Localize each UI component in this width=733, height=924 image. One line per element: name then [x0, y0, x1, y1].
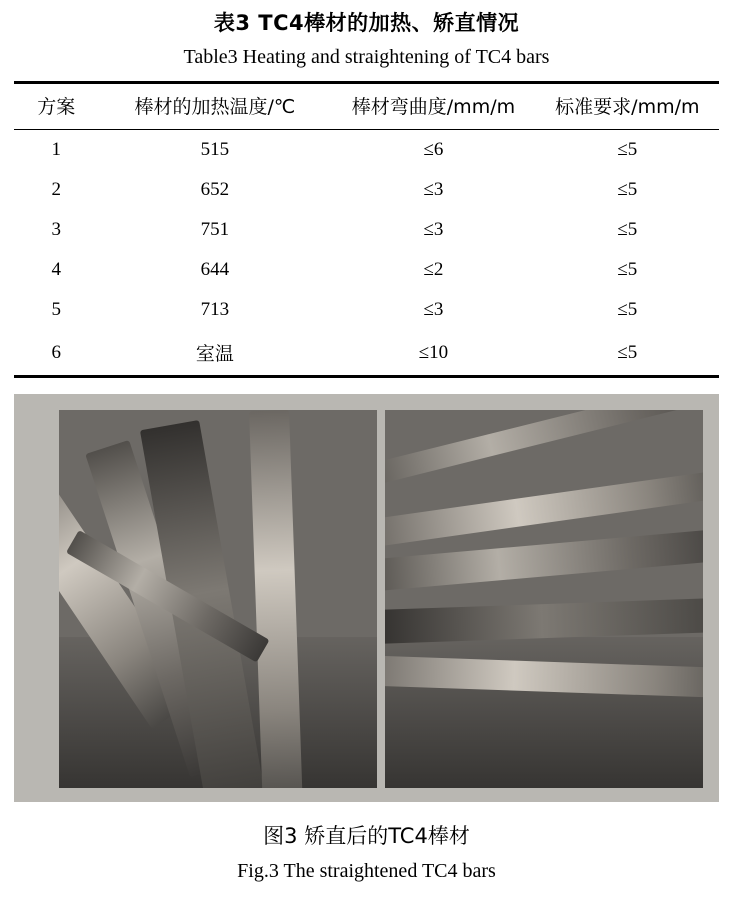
cell-bend: ≤6 — [423, 139, 444, 161]
cell-scheme: 1 — [51, 139, 62, 161]
cell-standard: ≤5 — [617, 219, 638, 241]
figure-image-block — [14, 394, 719, 802]
cell-scheme: 5 — [51, 299, 62, 321]
cell-standard: ≤5 — [617, 179, 638, 201]
table-row — [14, 210, 719, 250]
table-row — [14, 330, 719, 377]
cell-bend: ≤3 — [423, 299, 444, 321]
cell-scheme: 3 — [51, 219, 62, 241]
cell-temperature: 室温 — [195, 343, 234, 366]
figure-caption-chinese: 图3 矫直后的TC4棒材 — [263, 824, 470, 849]
cell-standard: ≤5 — [617, 299, 638, 321]
table-row — [14, 170, 719, 210]
cell-bend: ≤2 — [423, 259, 444, 281]
table-row — [14, 130, 719, 171]
column-header-temperature: 棒材的加热温度/℃ — [134, 96, 296, 119]
column-header-scheme: 方案 — [37, 96, 76, 119]
cell-bend: ≤3 — [423, 179, 444, 201]
cell-bend: ≤10 — [418, 341, 449, 363]
figure-caption-english: Fig.3 The straightened TC4 bars — [237, 860, 496, 883]
cell-scheme: 2 — [51, 179, 62, 201]
cell-temperature: 644 — [200, 259, 230, 281]
cell-temperature: 515 — [200, 139, 230, 161]
cell-standard: ≤5 — [617, 259, 638, 281]
cell-scheme: 4 — [51, 259, 62, 281]
cell-scheme: 6 — [51, 341, 62, 363]
table-title-english: Table3 Heating and straightening of TC4 bars — [183, 46, 550, 69]
cell-standard: ≤5 — [617, 341, 638, 363]
table-row — [14, 290, 719, 330]
cell-temperature: 713 — [200, 299, 230, 321]
cell-temperature: 652 — [200, 179, 230, 201]
photo-right — [385, 410, 703, 788]
table-title-chinese: 表3 TC4棒材的加热、矫直情况 — [213, 11, 520, 35]
article-page — [0, 10, 733, 924]
heating-straightening-table — [14, 81, 719, 378]
column-header-bend: 棒材弯曲度/mm/m — [351, 96, 516, 119]
table-header-row — [14, 83, 719, 130]
photo-left — [59, 410, 377, 788]
column-header-standard: 标准要求/mm/m — [555, 96, 700, 119]
cell-temperature: 751 — [200, 219, 230, 241]
cell-bend: ≤3 — [423, 219, 444, 241]
cell-standard: ≤5 — [617, 139, 638, 161]
table-row — [14, 250, 719, 290]
